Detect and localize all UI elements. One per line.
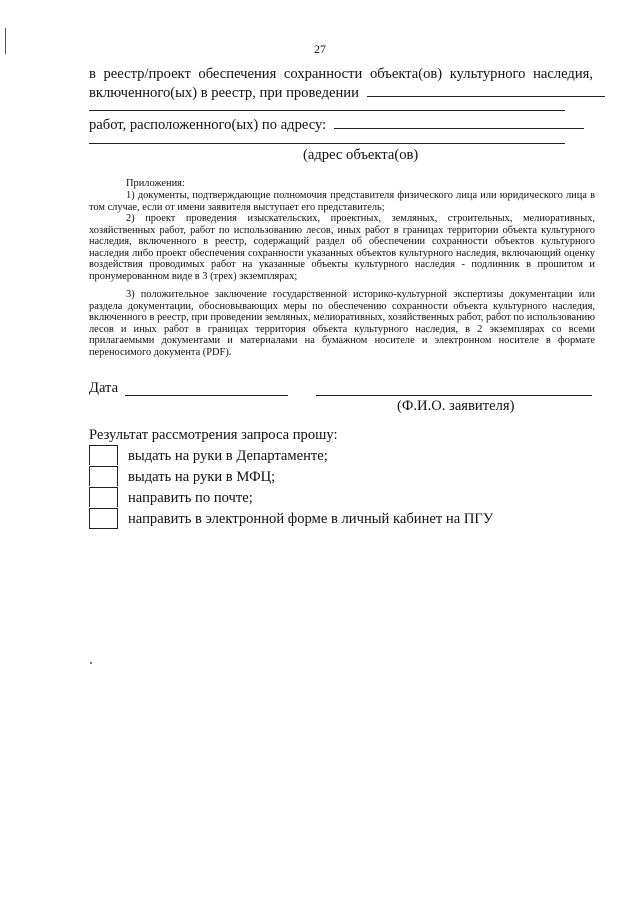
option-label-electronic: направить в электронной форме в личный кабинет на ПГУ xyxy=(128,511,494,527)
page-number: 27 xyxy=(314,42,326,56)
appendix-item-2 xyxy=(89,213,595,283)
appendix-item-3-text: 3) положительное заключение государственной историко-культурной экспертизы документации или раздела документации, обосновывающих меры по обеспечению сохранности объекта культурного наследия, включенного в реестр, при проведении земляных, мелиоративных, хозяйственных работ, работ по использованию лесов и иных работ в границах территория объекта культурного наследия, в 2 экземплярах со всеми прилагаемыми документами и материалами на бумажном носителе и электронном носителе в формате переносимого документа (PDF). xyxy=(89,289,595,358)
option-label-mail: направить по почте; xyxy=(128,490,253,506)
result-title: Результат рассмотрения запроса прошу: xyxy=(89,427,338,443)
applicant-name-field[interactable] xyxy=(316,395,592,396)
header-line-3 xyxy=(89,116,584,134)
applicant-name-caption: (Ф.И.О. заявителя) xyxy=(397,398,515,414)
checkbox-department[interactable] xyxy=(89,445,118,465)
appendix-item-1 xyxy=(89,190,595,213)
address-caption: (адрес объекта(ов) xyxy=(303,147,419,163)
date-field[interactable] xyxy=(125,395,288,396)
option-label-mfc: выдать на руки в МФЦ; xyxy=(128,469,276,485)
work-type-field-continuation[interactable] xyxy=(89,110,565,111)
appendix-item-2-text: 2) проект проведения изыскательских, проектных, земляных, строительных, мелиоративных, хозяйственных работ, работ по использованию лесов, иных работ в границах территории объекта культурного наследия, включенного в реестр, содержащий раздел об обеспечении сохранности объектов культурного наследия либо проект обеспечения сохранности указанных объектов культурного наследия, включающий оценку воздействия проводимых работ на указанные объекты культурного наследия - подлинник в прошитом и пронумерованном виде в 3 (трех) экземплярах; xyxy=(89,213,595,282)
address-field[interactable] xyxy=(334,116,584,129)
header-line-2 xyxy=(89,84,605,102)
appendix-item-3 xyxy=(89,289,595,359)
appendix-item-1-text: 1) документы, подтверждающие полномочия представителя физического лица или юридического лица в том случае, если от имени заявителя выступает его представитель; xyxy=(89,190,595,213)
header-line-1: в реестр/проект обеспечения сохранности объекта(ов) культурного наследия, xyxy=(89,66,593,82)
scan-dot xyxy=(90,662,92,664)
header-line-2-text: включенного(ых) в реестр, при проведении xyxy=(89,85,359,101)
date-label: Дата xyxy=(89,380,119,396)
checkbox-mail[interactable] xyxy=(89,487,118,507)
checkbox-electronic[interactable] xyxy=(89,508,118,529)
option-label-department: выдать на руки в Департаменте; xyxy=(128,448,328,464)
work-type-field[interactable] xyxy=(367,84,605,97)
address-field-continuation[interactable] xyxy=(89,143,565,144)
appendices-title: Приложения: xyxy=(126,178,185,189)
checkbox-mfc[interactable] xyxy=(89,466,118,486)
header-line-3-text: работ, расположенного(ых) по адресу: xyxy=(89,117,327,133)
